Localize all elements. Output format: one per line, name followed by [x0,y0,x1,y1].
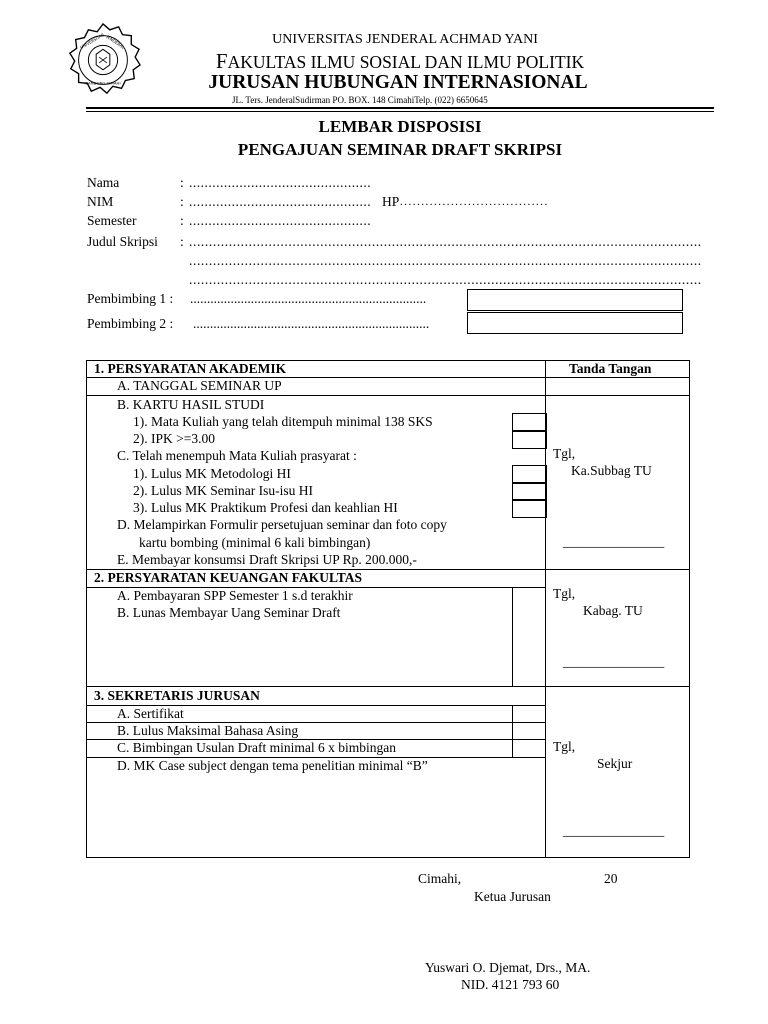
checkbox-column-sekretaris [512,705,513,758]
nim-label: NIM [87,194,114,209]
s1-tgl: Tgl, [553,446,576,461]
faculty-name [216,49,584,74]
s1-item-d: D. Melampirkan Formulir persetujuan seminar dan foto copy [117,517,447,532]
s1-item-b1: 1). Mata Kuliah yang telah ditempuh minimal 138 SKS [133,414,433,429]
s3-item-b: B. Lulus Maksimal Bahasa Asing [117,723,299,738]
nim-colon: : [180,194,184,209]
s1-item-d-cont: kartu bombing (minimal 6 kali bimbingan) [139,535,371,550]
semester-colon: : [180,213,184,228]
pembimbing-2-signature-box[interactable] [467,312,683,334]
department-name: JURUSAN HUBUNGAN INTERNASIONAL [208,72,588,93]
judul-colon: : [180,234,184,249]
pembimbing-1-field[interactable]: ...................................................................... [190,291,427,306]
header-rule-thick [86,107,714,109]
tanda-tangan-header: Tanda Tangan [569,361,652,376]
s2-item-b: B. Lunas Membayar Uang Seminar Draft [117,605,341,620]
semester-field[interactable]: ............................................... [189,213,372,228]
nama-field[interactable]: ............................................... [189,175,372,190]
university-name: UNIVERSITAS JENDERAL ACHMAD YANI [272,32,538,47]
s3-item-a: A. Sertifikat [117,706,184,721]
section-1-title: 1. PERSYARATAN AKADEMIK [94,361,287,376]
s1-item-c1: 1). Lulus MK Metodologi HI [133,466,291,481]
pembimbing-2-label: Pembimbing 2 : [87,316,174,331]
s2-role: Kabag. TU [583,603,643,618]
s1-item-c: C. Telah menempuh Mata Kuliah prasyarat : [117,448,357,463]
judul-field-line-2[interactable]: ................................................................................................................................. [189,253,702,268]
s3-signature-line[interactable]: _______________ [563,823,665,838]
s1-item-c3: 3). Lulus MK Praktikum Profesi dan keahlian HI [133,500,398,515]
title-line-1: LEMBAR DISPOSISI [318,117,482,136]
table-row-line [86,395,689,396]
checkbox-column-keuangan [512,587,513,687]
s2-signature-line[interactable]: _______________ [563,654,665,669]
s3-tgl: Tgl, [553,739,576,754]
judul-field-line-1[interactable]: ................................................................................................................................. [189,234,702,249]
s1-item-b2: 2). IPK >=3.00 [133,431,215,446]
footer-position: Ketua Jurusan [474,889,551,904]
s2-item-a: A. Pembayaran SPP Semester 1 s.d terakhir [117,588,353,603]
judul-field-line-3[interactable]: ................................................................................................................................. [189,272,702,287]
s2-tgl: Tgl, [553,586,576,601]
pembimbing-1-signature-box[interactable] [467,289,683,311]
footer-place: Cimahi, [418,871,462,886]
s1-signature-line[interactable]: _______________ [563,534,665,549]
s1-item-a: A. TANGGAL SEMINAR UP [117,378,282,393]
s1-item-c2: 2). Lulus MK Seminar Isu-isu HI [133,483,313,498]
footer-year: 20 [604,871,618,886]
checkbox-ipk[interactable] [512,430,547,449]
checkbox-praktikum[interactable] [512,499,547,518]
s3-role: Sekjur [597,756,633,771]
pembimbing-1-label: Pembimbing 1 : [87,291,174,306]
svg-text:BANDUNG CIMAHI: BANDUNG CIMAHI [85,80,121,86]
header-rule-thin [86,111,714,112]
pembimbing-2-field[interactable]: ...................................................................... [193,316,430,331]
university-seal-logo [64,22,142,100]
address: JL. Ters. JenderalSudirman PO. BOX. 148 CimahiTelp. (022) 6650645 [232,95,488,105]
table-row-line [86,686,689,687]
hp-label: HP [382,194,400,209]
title-line-2: PENGAJUAN SEMINAR DRAFT SKRIPSI [237,140,563,159]
judul-label: Judul Skripsi [87,234,158,249]
section-2-title: 2. PERSYARATAN KEUANGAN FAKULTAS [94,570,363,585]
hp-field[interactable]: ................................... [400,196,549,208]
nim-field[interactable]: ............................................... [189,194,372,209]
svg-text:UNIVERSITAS: UNIVERSITAS [79,32,105,50]
s1-item-b: B. KARTU HASIL STUDI [117,397,265,412]
nama-label: Nama [87,175,120,190]
s1-role: Ka.Subbag TU [571,463,652,478]
s1-item-e: E. Membayar konsumsi Draft Skripsi UP Rp. 200.000,- [117,552,417,567]
footer-nid: NID. 4121 793 60 [461,977,560,992]
faculty-rest: AKULTAS ILMU SOSIAL DAN ILMU POLITIK [227,52,585,72]
semester-label: Semester [87,213,137,228]
s3-item-d: D. MK Case subject dengan tema penelitian minimal “B” [117,758,428,773]
svg-text:JENDERAL: JENDERAL [105,34,126,50]
s3-item-c: C. Bimbingan Usulan Draft minimal 6 x bimbingan [117,740,396,755]
section-3-title: 3. SEKRETARIS JURUSAN [94,688,260,703]
nama-colon: : [180,175,184,190]
footer-signatory-name: Yuswari O. Djemat, Drs., MA. [425,960,591,975]
faculty-initial: F [215,49,228,73]
